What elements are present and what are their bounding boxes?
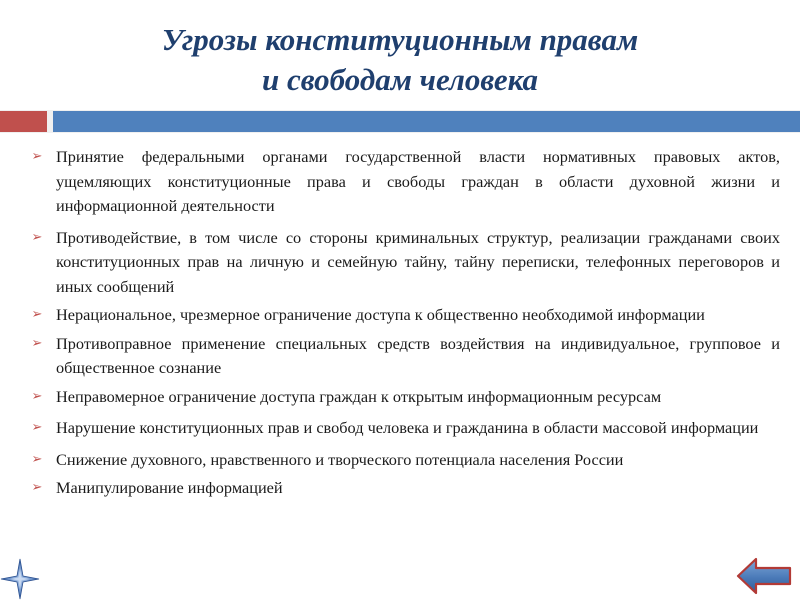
threat-list	[28, 145, 780, 501]
arrowhead-bullet-icon: ➢	[31, 335, 43, 351]
arrowhead-bullet-icon: ➢	[31, 307, 43, 322]
list-item	[28, 476, 780, 501]
list-item-text: Нарушение конституционных прав и свобод человека и гражданина в области массовой информации	[56, 418, 759, 437]
list-item-text: Манипулирование информацией	[56, 478, 283, 497]
back-arrow-icon[interactable]	[735, 557, 793, 595]
decorative-band-blue-bar	[53, 111, 800, 132]
slide-title-line-1: Угрозы конституционным правам	[161, 22, 639, 57]
list-item	[28, 416, 780, 441]
list-item-text: Снижение духовного, нравственного и творческого потенциала населения России	[56, 449, 624, 469]
slide-title-line-2: и свободам человека	[261, 62, 539, 97]
arrowhead-bullet-icon: ➢	[31, 451, 43, 467]
list-item	[28, 448, 780, 473]
list-item-text: Противодействие, в том числе со стороны криминальных структур, реализации гражданами своих конституционных прав на личную и семейную тайну, тайну переписки, телефонных переговоров и иных сообщений	[56, 227, 780, 296]
list-item-text: Нерациональное, чрезмерное ограничение доступа к общественно необходимой информации	[56, 305, 705, 324]
arrowhead-bullet-icon: ➢	[31, 420, 43, 435]
compass-star-icon	[0, 558, 40, 600]
arrowhead-bullet-icon: ➢	[31, 229, 43, 245]
list-item	[28, 385, 780, 410]
decorative-band-red-block	[0, 111, 47, 132]
slide-title	[40, 20, 760, 100]
arrowhead-bullet-icon: ➢	[31, 480, 43, 495]
list-item	[28, 226, 780, 300]
list-item	[28, 303, 780, 328]
arrowhead-bullet-icon: ➢	[31, 149, 43, 164]
arrowhead-bullet-icon: ➢	[31, 388, 43, 404]
list-item-text: Неправомерное ограничение доступа граждан к открытым информационным ресурсам	[56, 386, 662, 406]
list-item-text: Принятие федеральными органами государственной власти нормативных правовых актов, ущемляющих конституционные права и свободы граждан в области духовной жизни и информационной деятельности	[56, 147, 780, 215]
list-item	[28, 145, 780, 219]
list-item	[28, 332, 780, 381]
list-item-text: Противоправное применение специальных средств воздействия на индивидуальное, групповое и общественное сознание	[56, 333, 780, 377]
